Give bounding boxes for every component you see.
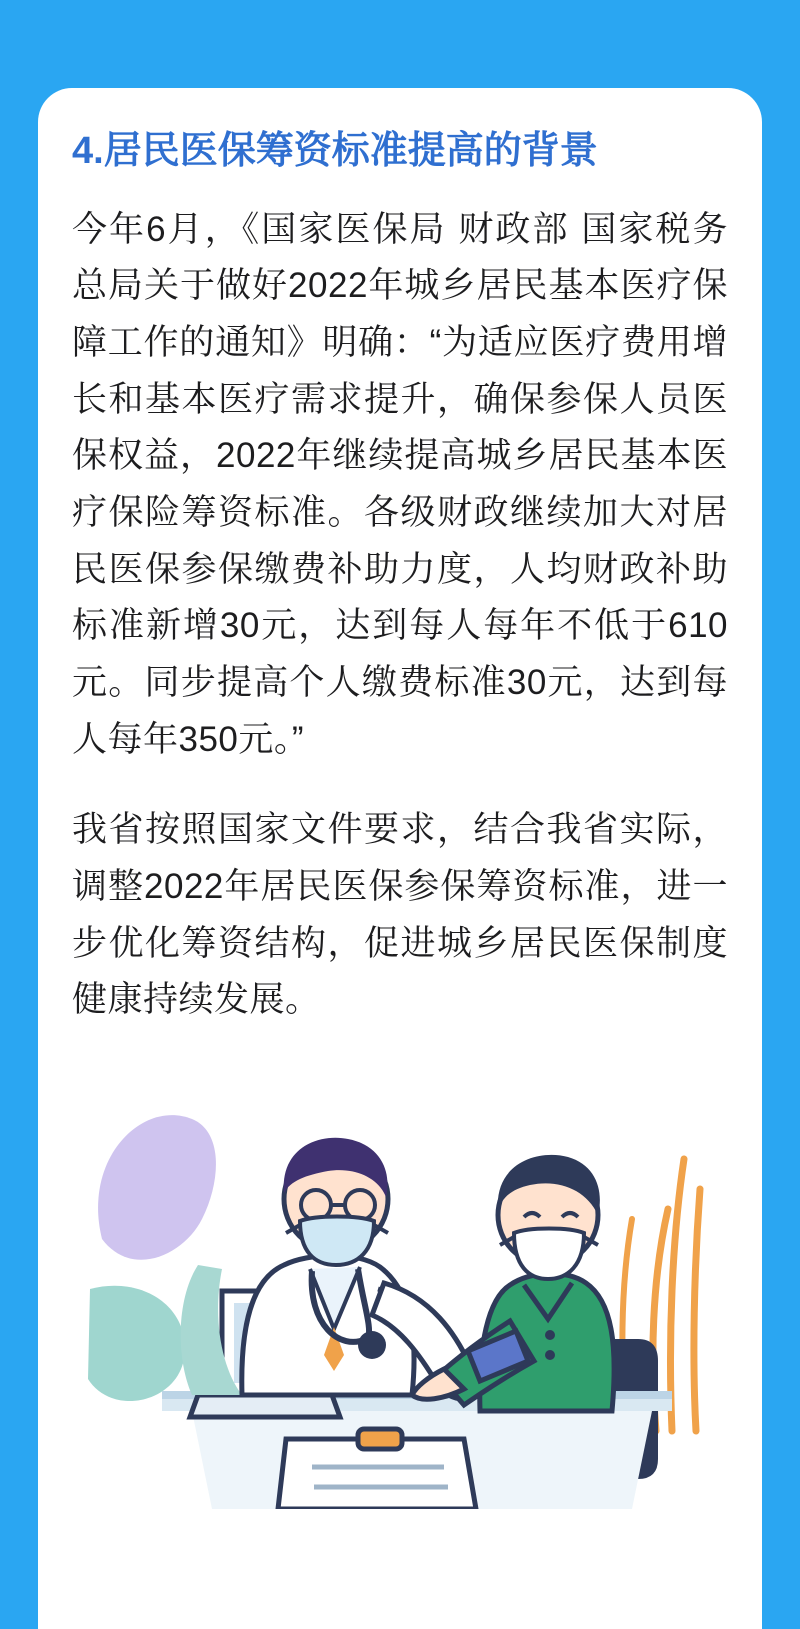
illustration-doctor-patient	[72, 1039, 732, 1509]
card-inner	[38, 88, 762, 1509]
patient-figure	[412, 1155, 614, 1411]
paragraph-2: 我省按照国家文件要求，结合我省实际，调整2022年居民医保参保筹资标准，进一步优化筹资结构，促进城乡居民医保制度健康持续发展。	[72, 810, 728, 1020]
page-title: 4.居民医保筹资标准提高的背景	[72, 130, 598, 172]
content-card	[38, 88, 762, 1629]
clipboard	[278, 1429, 476, 1509]
background-blob-purple	[98, 1115, 216, 1260]
paragraph-1: 今年6月，《国家医保局 财政部 国家税务总局关于做好2022年城乡居民基本医疗保障工作的通知》明确：“为适应医疗费用增长和基本医疗需求提升，确保参保人员医保权益，2022年继续提高城乡居民基本医疗保险筹资标准。各级财政继续加大对居民医保参保缴费补助力度，人均财政补助标准新增30元，达到每人每年不低于610元。同步提高个人缴费标准30元，达到每人每年350元。”	[72, 209, 728, 759]
background-blob-teal	[88, 1286, 185, 1401]
